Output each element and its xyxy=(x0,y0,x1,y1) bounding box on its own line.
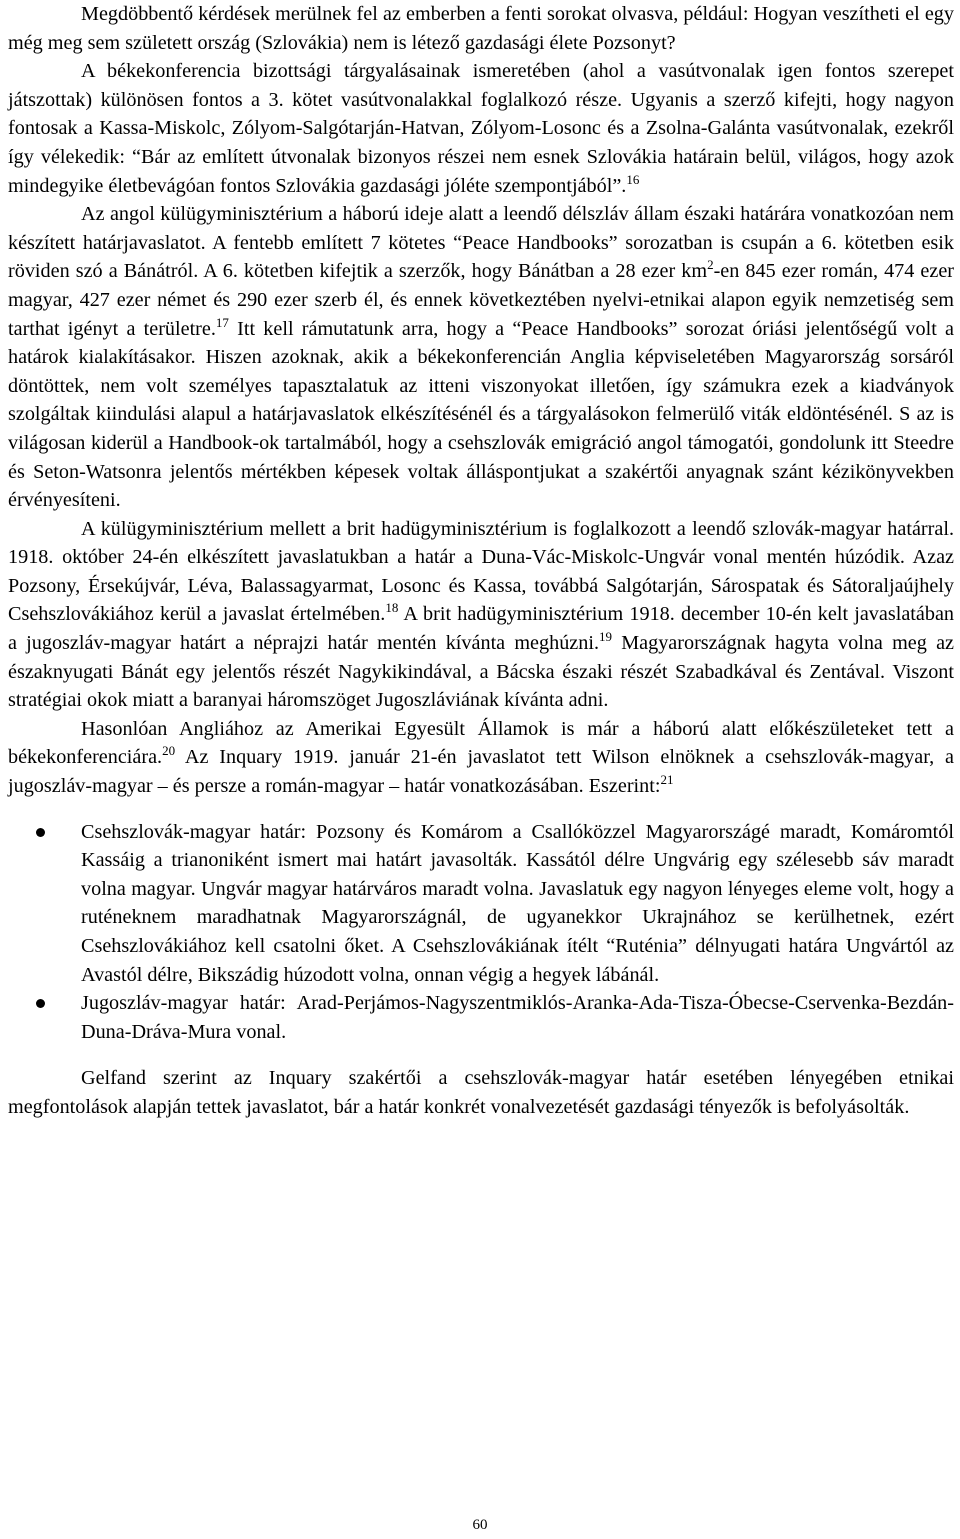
list-item xyxy=(8,989,954,1046)
paragraph-5-text-a: Hasonlóan Angliához az Amerikai Egyesült Államok is már a háború alatt előkészületeket tett a békekonferenciára. xyxy=(8,717,954,769)
bullet-icon xyxy=(36,999,45,1008)
list-item xyxy=(8,818,954,990)
list-item-text: Csehszlovák-magyar határ: Pozsony és Komárom a Csallóközzel Magyarországé maradt, Komáromtól Kassáig a trianoniként ismert mai határt javasolták. Kassától délre Ungvárig egy szélesebb sáv maradt volna magyar. Ungvár magyar határváros maradt volna. Javaslatuk egy nagyon lényeges eleme volt, hogy a ruténeknem maradhatnak Magyarországnál, de ugyanekkor Ukrajnához se kerülhetnek, ezért Csehszlovákiához kell csatolni őket. A Csehszlovákiának ítélt “Ruténia” délnyugati határa Ungvártól az Avastól délre, Bikszádig húzodott volna, onnan végig a hegyek lábánál. xyxy=(81,820,954,986)
superscript-2: 2 xyxy=(707,257,714,273)
paragraph-5-text-b: Az Inquary 1919. január 21-én javaslatot tett Wilson elnöknek a csehszlovák-magyar, a jugoszláv-magyar – és persze a román-magyar – határ vonatkozásában. Eszerint: xyxy=(8,746,954,798)
paragraph-1 xyxy=(8,0,954,57)
paragraph-6-text: Gelfand szerint az Inquary szakértői a csehszlovák-magyar határ esetében lényegében etnikai megfontolások alapján tettek javaslatot, bár a határ konkrét vonalvezetését gazdasági tényezők is befolyásolták. xyxy=(8,1067,954,1118)
paragraph-2 xyxy=(8,57,954,200)
footnote-ref-18[interactable]: 18 xyxy=(385,600,399,616)
footnote-ref-21[interactable]: 21 xyxy=(660,772,674,788)
paragraph-1-text: Megdöbbentő kérdések merülnek fel az emberben a fenti sorokat olvasva, például: Hogyan veszítheti el egy még meg sem született ország (Szlovákia) nem is létező gazdasági élete Pozsonyt? xyxy=(8,3,954,54)
paragraph-4 xyxy=(8,515,954,715)
document-page xyxy=(8,0,954,1122)
bullet-icon xyxy=(36,828,45,837)
paragraph-6 xyxy=(8,1064,954,1121)
paragraph-4-text-b: A brit hadügyminisztérium 1918. december 10-én kelt javaslatában a jugoszláv-magyar határt a néprajzi határ mentén kívánta meghúzni. xyxy=(8,603,954,655)
list-item-text: Jugoszláv-magyar határ: Arad-Perjámos-Nagyszentmiklós-Aranka-Ada-Tisza-Óbecse-Cservenka-Bezdán-Duna-Dráva-Mura vonal. xyxy=(81,992,954,1043)
footnote-ref-19[interactable]: 19 xyxy=(599,629,612,645)
border-proposal-list xyxy=(8,818,954,1047)
paragraph-3 xyxy=(8,200,954,515)
paragraph-3-text-b: -en 845 ezer román, 474 ezer magyar, 427 ezer német és 290 ezer szerb él, és ennek következtében nyelvi-etnikai alapon egyik nemzetiség sem tarthat igényt a területre. xyxy=(8,260,955,340)
paragraph-4-text-a: A külügyminisztérium mellett a brit hadügyminisztérium is foglalkozott a leendő szlovák-magyar határral. 1918. október 24-én elkészített javaslatukban a határ a Duna-Vác-Miskolc-Ungvár vonal mentén húzódik. Azaz Pozsony, Érsekújvár, Léva, Balassagyarmat, Losonc és Kassa, továbbá Salgótarján, Sárospatak és Sátoraljaújhely Csehszlovákiához kerül a javaslat értelmében. xyxy=(8,517,954,626)
paragraph-5 xyxy=(8,715,954,801)
footnote-ref-20[interactable]: 20 xyxy=(162,743,176,759)
paragraph-4-text-c: Magyarországnak hagyta volna meg az északnyugati Bánát egy jelentős részét Nagykikindával, a Bácska északi részét Szabadkával és Zentával. Viszont stratégiai okok miatt a baranyai háromszöget Jugoszláviának kívánta adni. xyxy=(8,632,954,712)
paragraph-3-text-a: Az angol külügyminisztérium a háború ideje alatt a leendő délszláv állam északi határára vonatkozóan nem készített határjavaslatot. A fentebb említett 7 kötetes “Peace Handbooks” sorozatban is csupán a 6. kötetben esik röviden szó a Bánátról. A 6. kötetben kifejtik a szerzők, hogy Bánátban a 28 ezer km xyxy=(8,203,954,283)
page-number: 60 xyxy=(472,1517,488,1533)
footnote-ref-17[interactable]: 17 xyxy=(215,314,229,330)
paragraph-3-text-c: Itt kell rámutatunk arra, hogy a “Peace Handbooks” sorozat óriási jelentőségű volt a határok kialakításakor. Hiszen azoknak, akik a békekonferencián Anglia képviseletében Magyarország sorsáról döntöttek, nem volt személyes tapasztalatuk az itteni viszonyokat illetően, így számukra ezek a kiadványok szolgáltak kiindulási alapul a határjavaslatok elkészítésénél és a tárgyalásokon felmerülő viták eldöntésénél. S az is világosan kiderül a Handbook-ok tartalmából, hogy a csehszlovák emigráció angol támogatói, gondolunk itt Steedre és Seton-Watsonra jelentős mértékben képesek voltak álláspontjukat a szakértői anyagnak szánt kézikönyvekben érvényesíteni. xyxy=(8,317,954,512)
paragraph-2-text: A békekonferencia bizottsági tárgyalásainak ismeretében (ahol a vasútvonalak igen fontos szerepet játszottak) különösen fontos a 3. kötet vasútvonalakkal foglalkozó része. Ugyanis a szerző kifejti, hogy nagyon fontosak a Kassa-Miskolc, Zólyom-Salgótarján-Hatvan, Zólyom-Losonc és a Zsolna-Galánta vasútvonalak, ezekről így vélekedik: “Bár az említett útvonalak bizonyos részei nem esnek Szlovákia határain belül, világos, hogy azok mindegyike életbevágóan fontos Szlovákia gazdasági jóléte szempontjából”. xyxy=(8,60,954,197)
footnote-ref-16[interactable]: 16 xyxy=(626,171,640,187)
